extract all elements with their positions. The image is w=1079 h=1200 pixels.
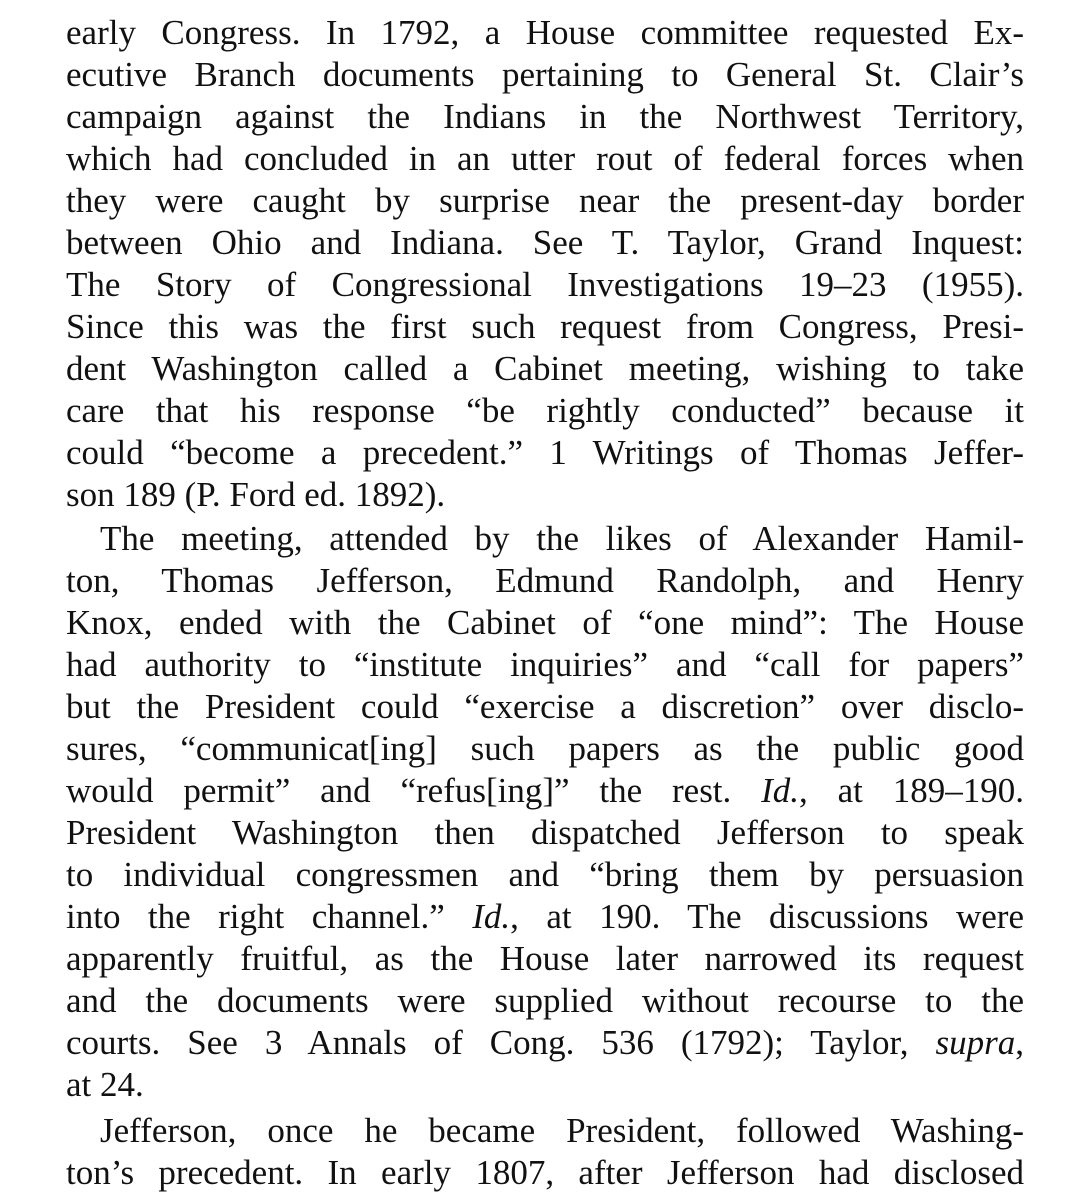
text-line: The meeting, attended by the likes of Alexander Hamil- <box>100 519 1024 558</box>
text-line: son 189 (P. Ford ed. 1892). <box>66 475 446 514</box>
text-line: ton, Thomas Jefferson, Edmund Randolph, and Henry <box>66 561 1024 600</box>
text-line: which had concluded in an utter rout of federal forces when <box>66 139 1024 178</box>
citation-supra: supra <box>935 1023 1016 1062</box>
text-line: could “become a precedent.” 1 Writings of Thomas Jeffer- <box>66 433 1024 472</box>
text-line: Since this was the first such request from Congress, Presi- <box>66 307 1024 346</box>
text-line: The Story of Congressional Investigations 19–23 (1955). <box>66 265 1024 304</box>
text-line: dent Washington called a Cabinet meeting, wishing to take <box>66 349 1024 388</box>
text-line: Knox, ended with the Cabinet of “one mind”: The House <box>66 603 1024 642</box>
text-line: would permit” and “refus[ing]” the rest. Id., at 189–190. <box>66 771 1025 810</box>
text-line: had authority to “institute inquiries” and “call for papers” <box>66 645 1024 684</box>
text-line: to individual congressmen and “bring them by persuasion <box>66 855 1024 894</box>
text-line: between Ohio and Indiana. See T. Taylor, Grand Inquest: <box>66 223 1024 262</box>
text-line: care that his response “be rightly conducted” because it <box>66 391 1024 430</box>
text-line: but the President could “exercise a discretion” over disclo- <box>66 687 1024 726</box>
text-line: ecutive Branch documents pertaining to General St. Clair’s <box>66 55 1024 94</box>
text-line: Jefferson, once he became President, followed Washing- <box>100 1111 1024 1150</box>
text-line: sures, “communicat[ing] such papers as the public good <box>66 729 1024 768</box>
text-line: early Congress. In 1792, a House committee requested Ex- <box>66 13 1024 52</box>
text-line: ton’s precedent. In early 1807, after Jefferson had disclosed <box>66 1153 1024 1192</box>
citation-id: Id. <box>472 897 511 936</box>
text-line: into the right channel.” Id., at 190. The discussions were <box>66 897 1024 936</box>
text-line: they were caught by surprise near the present-day border <box>66 181 1024 220</box>
text-line: and the documents were supplied without recourse to the <box>66 981 1024 1020</box>
text-line: President Washington then dispatched Jefferson to speak <box>66 813 1024 852</box>
text-line: at 24. <box>66 1065 144 1104</box>
citation-id: Id. <box>761 771 800 810</box>
text-line: campaign against the Indians in the Northwest Territory, <box>66 97 1024 136</box>
text-line: apparently fruitful, as the House later narrowed its request <box>66 939 1024 978</box>
text-line: courts. See 3 Annals of Cong. 536 (1792); Taylor, supra, <box>66 1023 1024 1062</box>
